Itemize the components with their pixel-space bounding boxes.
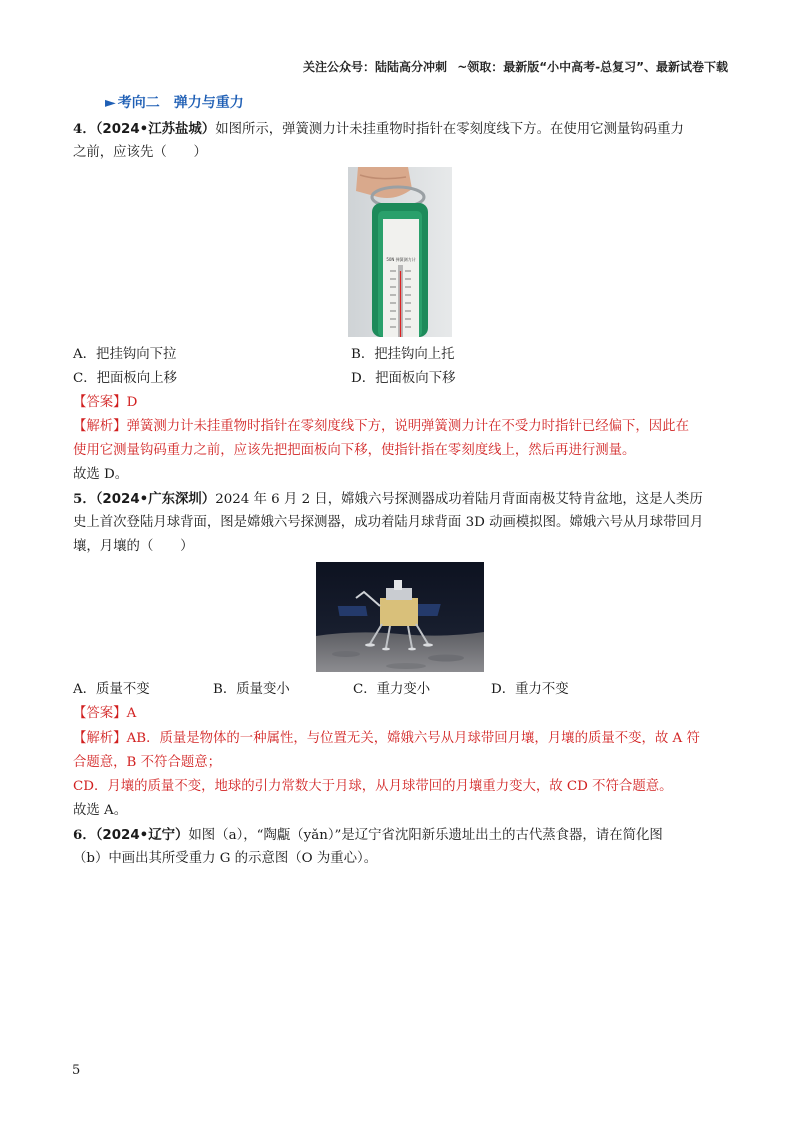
- q4-option-a: A．把挂钩向下拉: [73, 347, 177, 362]
- q4-analysis-line2: 使用它测量钩码重力之前，应该先把把面板向下移，使指针指在零刻度线上，然后再进行测量。: [73, 443, 636, 458]
- q5-answer-tag: 【答案】: [73, 706, 127, 721]
- triangle-arrow-icon: ►: [105, 95, 116, 111]
- q4-answer-value: D: [126, 395, 138, 410]
- section-title: [105, 92, 244, 112]
- q4-option-d: D．把面板向下移: [351, 371, 456, 386]
- header-right: ~领取：最新版“小中高考-总复习”、最新试卷下载: [457, 60, 728, 74]
- q4-option-c: C．把面板向上移: [73, 371, 177, 386]
- q5-analysis-text1: AB．质量是物体的一种属性，与位置无关，嫦娥六号从月球带回月壤，月壤的质量不变，故 A 符: [126, 731, 700, 746]
- q5-analysis-line3: CD．月壤的质量不变，地球的引力常数大于月球，从月球带回的月壤重力变大，故 CD 不符合题意。: [73, 779, 673, 794]
- q4-analysis-tag: 【解析】: [73, 419, 127, 434]
- q5-conclusion: 故选 A。: [73, 803, 128, 818]
- q6-source: （2024•辽宁）: [95, 828, 189, 843]
- q4-option-b: B．把挂钩向上托: [351, 347, 455, 362]
- q5-number: 5．: [73, 491, 96, 507]
- q5-option-b: B．质量变小: [213, 682, 290, 697]
- q4-number: 4．: [73, 121, 96, 137]
- spring-scale-photo: [348, 167, 452, 337]
- q5-analysis-tag: 【解析】: [73, 731, 127, 746]
- q5-option-a: A．质量不变: [73, 682, 150, 697]
- q5-stem-line3: 壤，月壤的（ ）: [73, 539, 194, 554]
- q4-stem-text1: 如图所示，弹簧测力计未挂重物时指针在零刻度线下方。在使用它测量钩码重力: [215, 122, 684, 137]
- q5-analysis-line2: 合题意，B 不符合题意；: [73, 755, 222, 770]
- q4-source: （2024•江苏盐城）: [95, 122, 216, 137]
- q4-analysis-text1: 弹簧测力计未挂重物时指针在零刻度线下方，说明弹簧测力计在不受力时指针已经偏下，因此在: [126, 419, 689, 434]
- header-left: 关注公众号：陆陆高分冲刺: [302, 60, 447, 74]
- q6-stem-line1: [73, 823, 663, 848]
- q6-number: 6．: [73, 827, 96, 843]
- page-number: 5: [72, 1063, 81, 1078]
- q5-stem-text1: 2024 年 6 月 2 日，嫦娥六号探测器成功着陆月背面南极艾特肯盆地，这是人类历: [215, 492, 703, 507]
- q5-stem-line2: 史上首次登陆月球背面，图是嫦娥六号探测器，成功着陆月球背面 3D 动画模拟图。嫦娥六号从月球带回月: [73, 515, 704, 530]
- q4-analysis-line1: [73, 415, 689, 439]
- lunar-lander-photo: [316, 562, 484, 672]
- q4-answer-tag: 【答案】: [73, 395, 127, 410]
- q5-answer-value: A: [126, 706, 137, 721]
- q5-stem-line1: [73, 487, 703, 512]
- scale-label: 50N 弹簧测力计: [386, 257, 416, 262]
- section-title-text: 考向二 弹力与重力: [117, 95, 244, 111]
- q4-conclusion: 故选 D。: [73, 467, 129, 482]
- q6-stem-text1: 如图（a），“陶甗（yǎn）”是辽宁省沈阳新乐遗址出土的古代蒸食器，请在简化图: [188, 828, 663, 843]
- q6-stem-line2: （b）中画出其所受重力 G 的示意图（O 为重心）。: [73, 851, 378, 866]
- q5-analysis-line1: [73, 727, 700, 751]
- q5-option-d: D．重力不变: [491, 682, 569, 697]
- page-header: [303, 58, 728, 75]
- q5-answer: [73, 702, 136, 726]
- q4-answer: [73, 391, 137, 415]
- q5-option-c: C．重力变小: [353, 682, 431, 697]
- q4-stem-line1: [73, 117, 684, 142]
- q4-stem-line2: 之前，应该先（ ）: [73, 145, 207, 160]
- q5-source: （2024•广东深圳）: [95, 492, 216, 507]
